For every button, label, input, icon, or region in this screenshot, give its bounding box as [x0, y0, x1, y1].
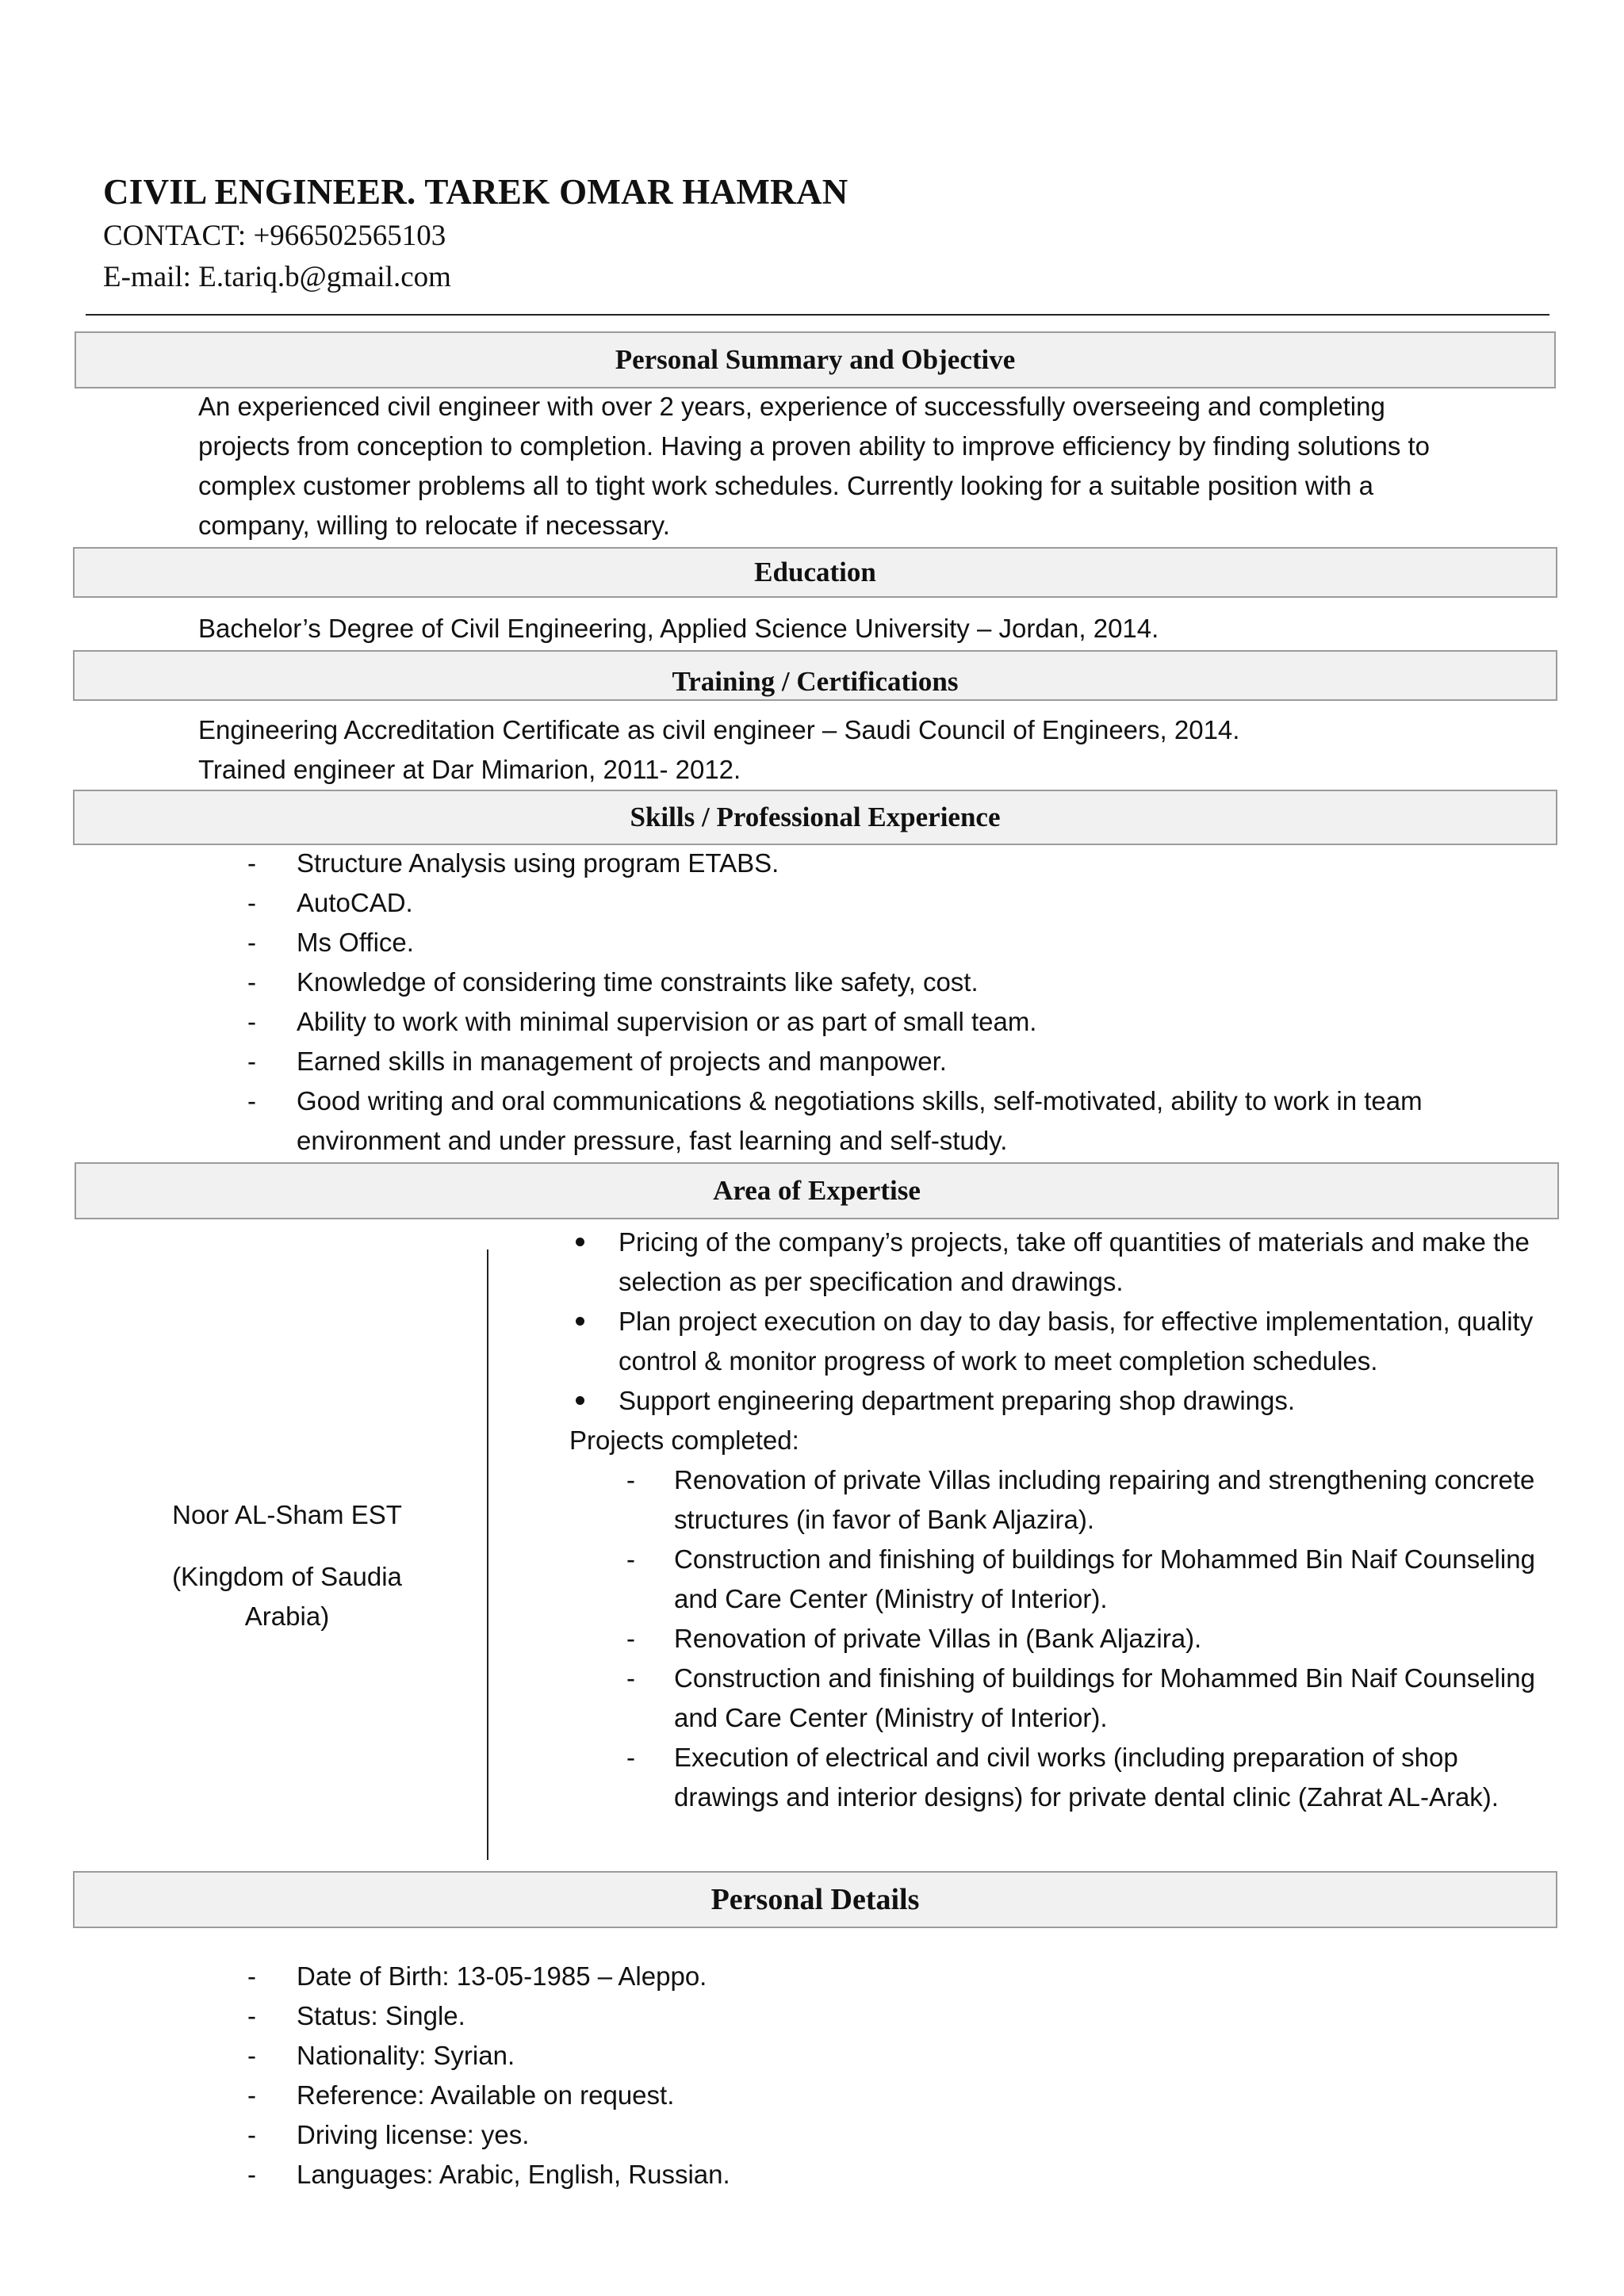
dash-marker: - — [247, 888, 256, 917]
projects-list — [569, 1460, 1546, 1817]
section-header-skills: Skills / Professional Experience — [73, 790, 1557, 845]
list-item: - Ms Office. — [198, 923, 1435, 962]
dash-marker: - — [247, 2080, 256, 2110]
list-item: - Status: Single. — [198, 1996, 1435, 2036]
list-item: Pricing of the company’s projects, take off quantities of materials and make the selection as per specification and drawings. — [569, 1223, 1546, 1302]
dash-marker: - — [247, 2160, 256, 2189]
dash-marker: - — [247, 967, 256, 997]
list-item: - Date of Birth: 13-05-1985 – Aleppo. — [198, 1957, 1435, 1996]
list-item: - Languages: Arabic, English, Russian. — [198, 2155, 1435, 2195]
dash-marker: - — [247, 848, 256, 878]
dash-marker: - — [247, 2120, 256, 2149]
expertise-bullets — [569, 1223, 1546, 1421]
skills-list — [198, 844, 1435, 1161]
list-item: - Structure Analysis using program ETABS. — [198, 844, 1435, 883]
section-header-expertise: Area of Expertise — [75, 1162, 1559, 1219]
dash-marker: - — [626, 1465, 635, 1494]
list-item: - Construction and finishing of buildings for Mohammed Bin Naif Counseling and Care Center (Ministry of Interior). — [569, 1659, 1546, 1738]
section-header-training: Training / Certifications — [73, 650, 1557, 701]
list-item: - Renovation of private Villas in (Bank Aljazira). — [569, 1619, 1546, 1659]
bullet-icon — [576, 1238, 584, 1246]
list-item: Support engineering department preparing shop drawings. — [569, 1381, 1546, 1421]
dash-marker: - — [247, 1007, 256, 1036]
list-item: - Driving license: yes. — [198, 2115, 1435, 2155]
list-item: - Construction and finishing of buildings for Mohammed Bin Naif Counseling and Care Center (Ministry of Interior). — [569, 1540, 1546, 1619]
list-item: Plan project execution on day to day basis, for effective implementation, quality control & monitor progress of work to meet completion schedules. — [569, 1302, 1546, 1381]
education-text: Bachelor’s Degree of Civil Engineering, Applied Science University – Jordan, 2014. — [198, 614, 1159, 643]
dash-marker: - — [626, 1743, 635, 1772]
list-item: - Execution of electrical and civil works (including preparation of shop drawings and interior designs) for private dental clinic (Zahrat AL-Arak). — [569, 1738, 1546, 1817]
dash-marker: - — [247, 1086, 256, 1115]
training-list — [198, 710, 1467, 790]
list-item: - Good writing and oral communications & negotiations skills, self-motivated, ability to work in team environment and under pressure, fast learning and self-study. — [198, 1081, 1435, 1161]
dash-marker: - — [626, 1663, 635, 1693]
dash-marker: - — [247, 2041, 256, 2070]
list-item: - Knowledge of considering time constraints like safety, cost. — [198, 962, 1435, 1002]
projects-label: Projects completed: — [569, 1425, 799, 1455]
personal-list-container — [198, 1957, 1435, 2195]
dash-marker: - — [247, 1047, 256, 1076]
candidate-name: CIVIL ENGINEER. TAREK OMAR HAMRAN — [103, 172, 848, 212]
section-header-personal: Personal Details — [73, 1871, 1557, 1928]
personal-details-list — [198, 1957, 1435, 2195]
skills-list-container — [198, 844, 1435, 1161]
list-item: - Nationality: Syrian. — [198, 2036, 1435, 2076]
column-divider — [487, 1249, 488, 1860]
dash-marker: - — [626, 1544, 635, 1574]
training-item: Trained engineer at Dar Mimarion, 2011- 2012. — [198, 755, 741, 784]
contact-email: E-mail: E.tariq.b@gmail.com — [103, 261, 451, 293]
dash-marker: - — [247, 2001, 256, 2030]
bullet-icon — [576, 1317, 584, 1326]
list-item: - Ability to work with minimal supervision or as part of small team. — [198, 1002, 1435, 1042]
company-name: Noor AL-Sham EST — [172, 1500, 402, 1529]
list-item: - Earned skills in management of projects and manpower. — [198, 1042, 1435, 1081]
list-item: - AutoCAD. — [198, 883, 1435, 923]
summary-text: An experienced civil engineer with over 2 years, experience of successfully overseeing and completing projects from conception to completion. Having a proven ability to improve efficiency by finding solutions to complex customer problems all to tight work schedules. Currently looking for a suitable position with a company, willing to relocate if necessary. — [198, 392, 1431, 540]
header-divider — [86, 314, 1549, 316]
dash-marker: - — [247, 1961, 256, 1991]
training-item: Engineering Accreditation Certificate as civil engineer – Saudi Council of Engineers, 2014. — [198, 715, 1240, 744]
dash-marker: - — [247, 928, 256, 957]
company-location: (Kingdom of Saudia Arabia) — [172, 1562, 402, 1631]
list-item: - Reference: Available on request. — [198, 2076, 1435, 2115]
dash-marker: - — [626, 1624, 635, 1653]
section-header-summary: Personal Summary and Objective — [75, 331, 1556, 388]
expertise-details — [569, 1223, 1546, 1817]
list-item: - Renovation of private Villas including repairing and strengthening concrete structures (in favor of Bank Aljazira). — [569, 1460, 1546, 1540]
section-header-education: Education — [73, 547, 1557, 598]
bullet-icon — [576, 1396, 584, 1405]
contact-phone: CONTACT: +966502565103 — [103, 220, 446, 252]
